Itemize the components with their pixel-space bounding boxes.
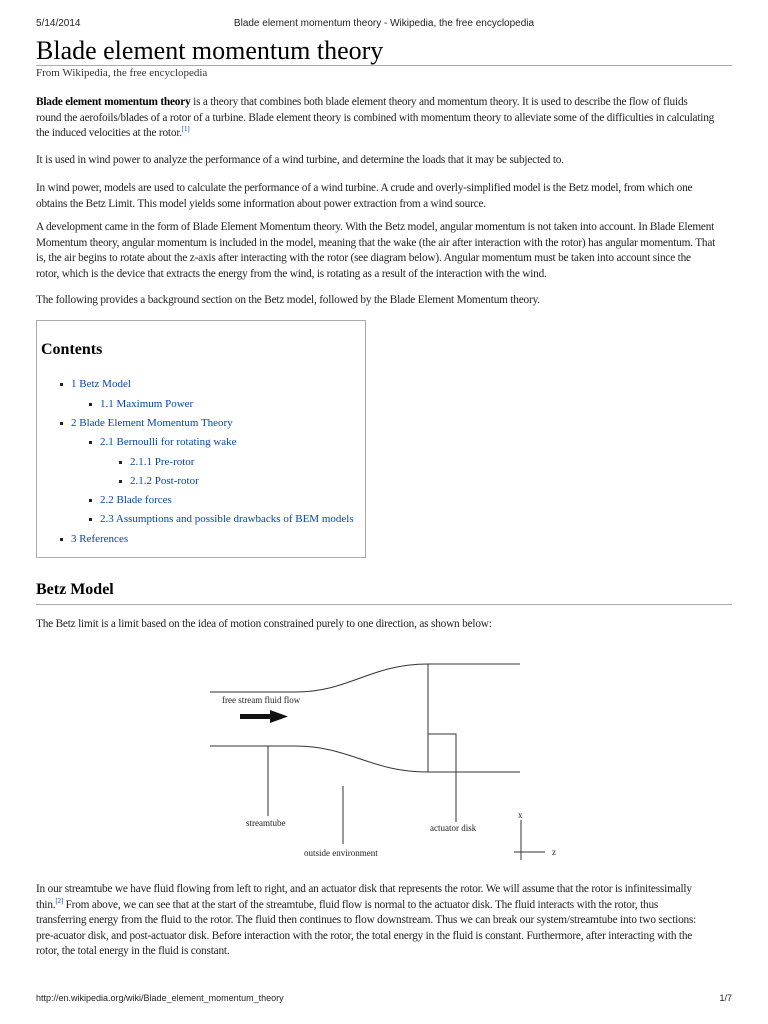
streamtube-upper-boundary	[210, 664, 520, 692]
outside-environment-label: outside environment	[304, 848, 378, 858]
toc-item-post-rotor[interactable]: 2.1.2 Post-rotor	[130, 475, 199, 487]
flow-label: free stream fluid flow	[222, 695, 301, 705]
reference-link-1[interactable]: [1]	[181, 125, 190, 134]
streamtube-lower-boundary	[210, 746, 520, 772]
section-divider	[36, 604, 732, 605]
print-header	[36, 18, 732, 32]
paragraph-wind-power: It is used in wind power to analyze the performance of a wind turbine, and determine the loads that it may be subjected to.	[36, 154, 564, 166]
axis-z-label: z	[552, 847, 556, 857]
streamtube-label: streamtube	[246, 818, 286, 828]
print-url: http://en.wikipedia.org/wiki/Blade_element_momentum_theory	[36, 993, 284, 1003]
toc-heading: Contents	[41, 341, 103, 358]
page-number: 1/7	[719, 993, 732, 1003]
title-divider	[36, 65, 732, 66]
toc-item-bem-theory[interactable]: 2 Blade Element Momentum Theory	[71, 417, 233, 429]
table-of-contents	[36, 320, 366, 558]
paragraph-background: The following provides a background section on the Betz model, followed by the Blade Element Momentum theory.	[36, 294, 540, 306]
actuator-disk-label: actuator disk	[430, 823, 477, 833]
toc-item-bernoulli[interactable]: 2.1 Bernoulli for rotating wake	[100, 436, 237, 448]
actuator-disk-leader	[428, 734, 456, 822]
flow-arrow-icon	[240, 710, 288, 723]
toc-item-references[interactable]: 3 References	[71, 533, 129, 545]
toc-item-pre-rotor[interactable]: 2.1.1 Pre-rotor	[130, 456, 195, 468]
paragraph-models: In wind power, models are used to calculate the performance of a wind turbine. A crude and overly-simplified model is the Betz model, from which one obtains the Betz Limit. This model yields some information about power extraction from a wind source.	[36, 182, 693, 210]
paragraph-streamtube: In our streamtube we have fluid flowing from left to right, and an actuator disk that represents the rotor. We will assume that the rotor is infinitessimally thin.[2] From above, we can see that at the start of the streamtube, fluid flow is normal to the actuator disk. The fluid interacts with the rotor, thus transferring energy from the fluid to the rotor. The fluid then continues to flow downstream. Thus we can break our system/streamtube into two sections: pre-acuator disk, and post-actuator disk. Before interaction with the rotor, the total energy in the fluid is constant. Furthermore, after interacting with the rotor, the total energy in the fluid is constant.	[36, 883, 697, 957]
section-heading-betz-model: Betz Model	[36, 581, 114, 598]
page-subtitle: From Wikipedia, the free encyclopedia	[36, 67, 208, 79]
toc-item-assumptions[interactable]: 2.3 Assumptions and possible drawbacks of BEM models	[100, 513, 354, 525]
intro-bold-term: Blade element momentum theory	[36, 96, 191, 108]
print-date: 5/14/2014	[36, 18, 81, 29]
toc-item-maximum-power[interactable]: 1.1 Maximum Power	[100, 398, 194, 410]
page-title: Blade element momentum theory	[36, 36, 384, 65]
print-doc-title: Blade element momentum theory - Wikipedia, the free encyclopedia	[233, 18, 535, 29]
reference-link-2[interactable]: [2]	[55, 896, 63, 905]
axis-x-label: x	[518, 810, 523, 820]
paragraph-betz-limit: The Betz limit is a limit based on the idea of motion constrained purely to one direction, as shown below:	[36, 618, 492, 630]
streamtube-diagram	[200, 648, 570, 868]
print-footer	[36, 993, 732, 1007]
toc-item-betz-model[interactable]: 1 Betz Model	[71, 378, 131, 390]
paragraph-development: A development came in the form of Blade Element Momentum theory. With the Betz model, angular momentum is not taken into account. In Blade Element Momentum theory, angular momentum is included in the model, meaning that the wake (the air after interaction with the rotor) has angular momentum. That is, the air begins to rotate about the z-axis after interacting with the rotor (see diagram below). Angular momentum must be taken into account since the rotor, which is the device that extracts the energy from the wind, is rotating as a result of the interaction with the wind.	[36, 221, 716, 280]
intro-paragraph: Blade element momentum theory is a theory that combines both blade element theory and momentum theory. It is used to describe the flow of fluids round the aerofoils/blades of a rotor of a turbine. Blade element theory is combined with momentum theory to alleviate some of the difficulties in calculating the induced velocities at the rotor.[1]	[36, 96, 715, 139]
toc-item-blade-forces[interactable]: 2.2 Blade forces	[100, 494, 172, 506]
